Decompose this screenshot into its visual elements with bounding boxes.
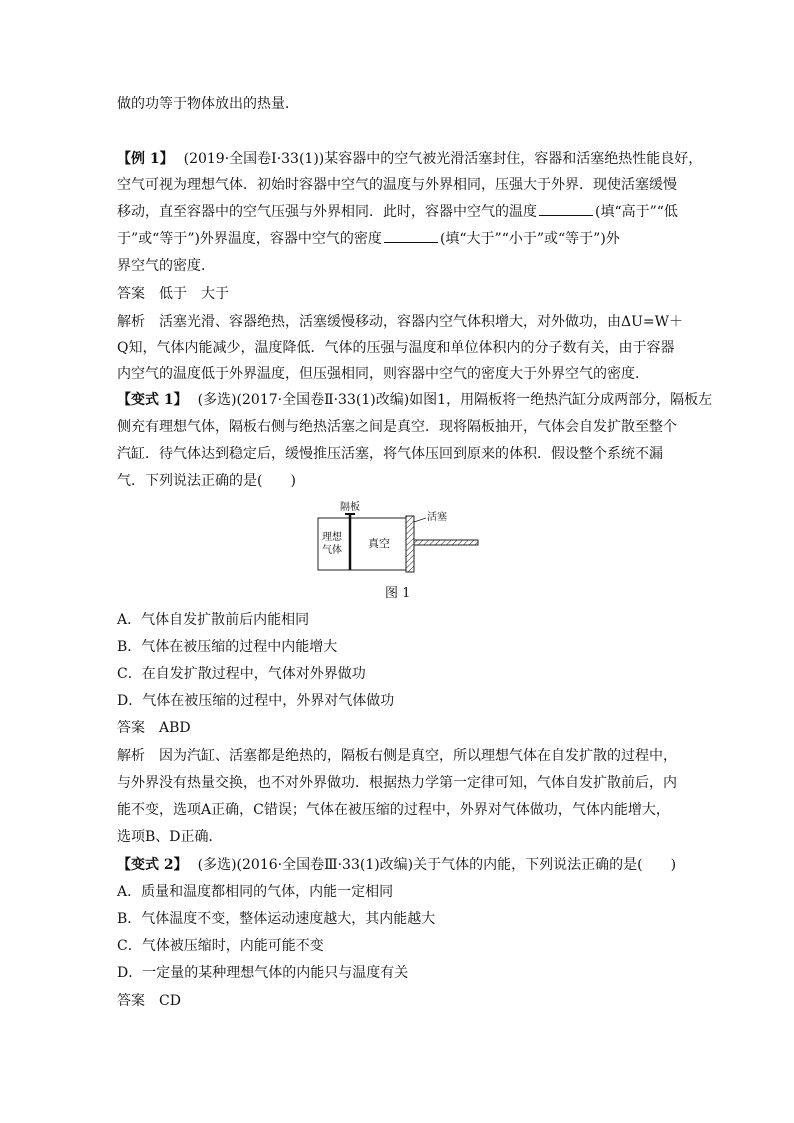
example1-line1: 【例 1】 (2019·全国卷Ⅰ·33(1))某容器中的空气被光滑活塞封住，容器和活塞绝热性能良好，: [117, 151, 703, 167]
variant1-option-a: A．气体自发扩散前后内能相同: [117, 612, 310, 628]
analysis-label: 解析: [117, 314, 145, 330]
variant2-option-c: C．气体被压缩时，内能可能不变: [117, 938, 324, 954]
answer-label: 答案: [117, 720, 145, 736]
answer-label: 答案: [117, 286, 145, 302]
example1-line2: 空气可视为理想气体．初始时容器中空气的温度与外界相同，压强大于外界．现使活塞缓慢: [117, 177, 677, 193]
example1-line3: 移动，直至容器中的空气压强与外界相同．此时，容器中空气的温度 (填“高于”“低: [117, 204, 678, 220]
variant1-line2: 侧充有理想气体，隔板右侧与绝热活塞之间是真空．现将隔板抽开，气体会自发扩散至整个: [117, 419, 677, 435]
answer-blank-1: [539, 203, 593, 216]
variant2-option-d: D．一定量的某种理想气体的内能只与温度有关: [117, 965, 409, 981]
analysis-label: 解析: [117, 748, 145, 764]
variant1-line3: 汽缸．待气体达到稳定后，缓慢推压活塞，将气体压回到原来的体积．假设整个系统不漏: [117, 446, 663, 462]
variant2-answer: 答案 CD: [117, 993, 181, 1009]
intro-text: 做的功等于物体放出的热量．: [117, 96, 299, 112]
cylinder-body: [318, 518, 406, 570]
variant1-analysis-line2: 与外界没有热量交换，也不对外界做功．根据热力学第一定律可知，气体自发扩散前后，内: [117, 775, 677, 791]
answer-blank-2: [384, 230, 438, 243]
example1-tag: 【例 1】: [117, 151, 174, 167]
piston-rod: [414, 540, 478, 545]
label-ideal-gas-2: 气体: [322, 545, 342, 556]
variant1-option-d: D．气体在被压缩的过程中，外界对气体做功: [117, 693, 395, 709]
variant2-option-a: A．质量和温度都相同的气体，内能一定相同: [117, 884, 394, 900]
example1-line5: 界空气的密度．: [117, 258, 215, 274]
example1-analysis-line2: Q知，气体内能减少，温度降低．气体的压强与温度和单位体积内的分子数有关，由于容器: [117, 340, 675, 356]
piston-block: [406, 516, 414, 572]
answer-label: 答案: [117, 993, 145, 1009]
variant1-analysis-line4: 选项B、D正确．: [117, 829, 223, 845]
figure-caption: 图 1: [385, 586, 411, 601]
example1-answer: 答案 低于 大于: [117, 286, 229, 302]
label-ideal-gas-1: 理想: [322, 532, 342, 543]
example1-line4: 于”或“等于”)外界温度，容器中空气的密度 (填“大于”“小于”或“等于”)外: [117, 231, 620, 247]
variant1-option-b: B．气体在被压缩的过程中内能增大: [117, 639, 338, 655]
variant1-answer: 答案 ABD: [117, 720, 191, 736]
variant1-option-c: C．在自发扩散过程中，气体对外界做功: [117, 666, 366, 682]
label-piston: 活塞: [427, 512, 447, 523]
piston-leader-line: [414, 518, 426, 522]
variant1-analysis-line3: 能不变，选项A正确，C错误；气体在被压缩的过程中，外界对气体做功，气体内能增大，: [117, 802, 670, 818]
variant2-tag: 【变式 2】: [117, 857, 188, 873]
variant2-line1: 【变式 2】 (多选)(2016·全国卷Ⅲ·33(1)改编)关于气体的内能，下列说法正确的是( ): [117, 857, 677, 873]
variant1-tag: 【变式 1】: [117, 392, 188, 408]
label-partition: 隔板: [340, 502, 360, 513]
example1-analysis-line1: 解析 活塞光滑、容器绝热，活塞缓慢移动，容器内空气体积增大，对外做功，由ΔU=W＋: [117, 314, 684, 330]
variant2-option-b: B．气体温度不变，整体运动速度越大，其内能越大: [117, 911, 436, 927]
figure-1-cylinder-diagram: [310, 500, 485, 575]
variant1-line4: 气．下列说法正确的是( ): [117, 473, 296, 489]
label-vacuum: 真空: [368, 537, 390, 550]
example1-analysis-line3: 内空气的温度低于外界温度，但压强相同，则容器中空气的密度大于外界空气的密度．: [117, 366, 649, 382]
variant1-line1: 【变式 1】 (多选)(2017·全国卷Ⅱ·33(1)改编)如图1，用隔板将一绝热汽缸分成两部分，隔板左: [117, 392, 713, 408]
variant1-analysis-line1: 解析 因为汽缸、活塞都是绝热的，隔板右侧是真空，所以理想气体在自发扩散的过程中，: [117, 748, 677, 764]
